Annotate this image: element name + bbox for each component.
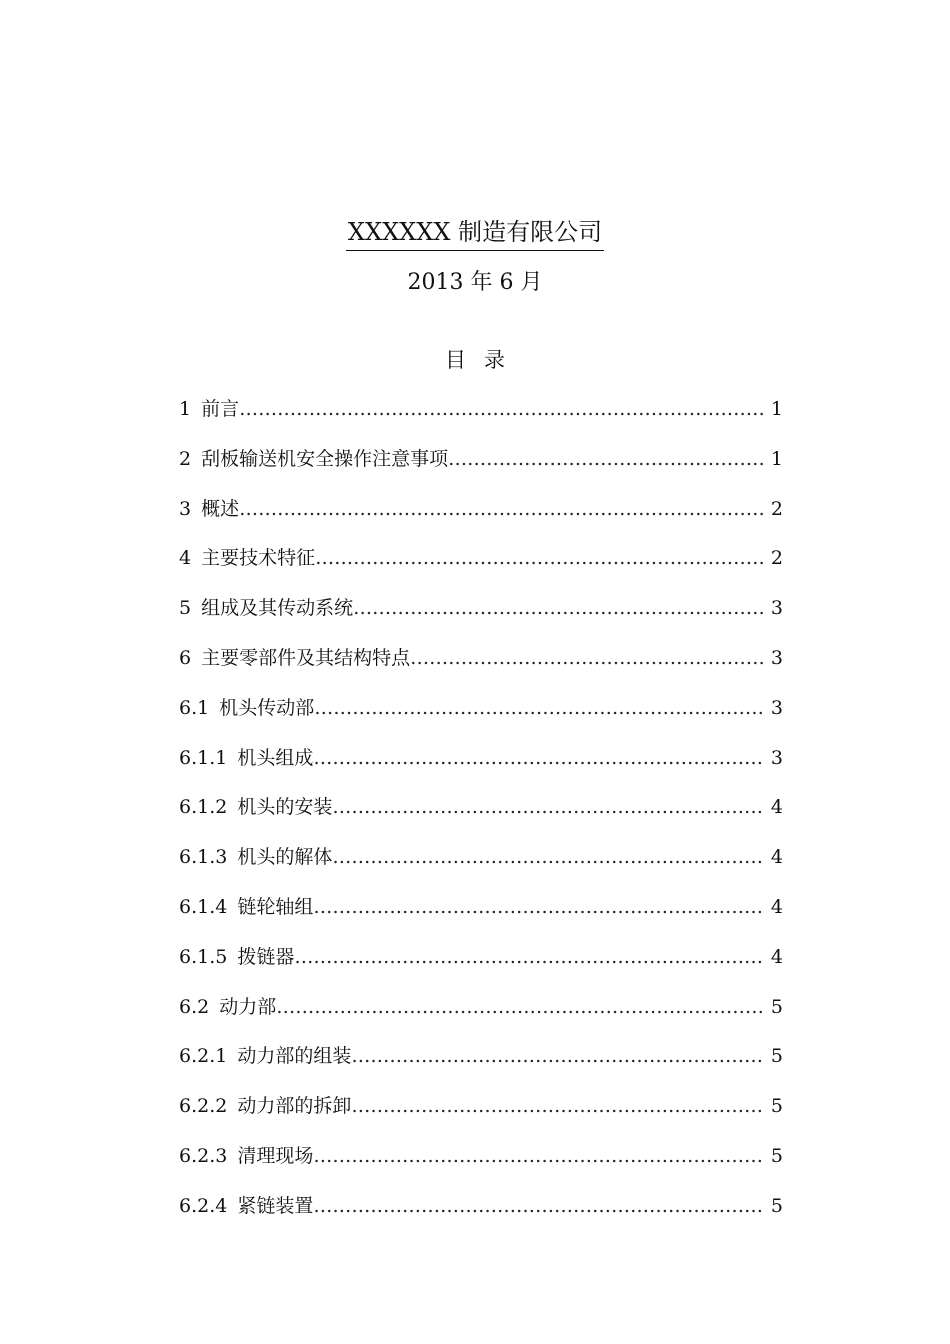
toc-entry-page: 3 (770, 696, 783, 719)
toc-entry-page: 5 (770, 995, 783, 1018)
toc-entry-page: 4 (770, 945, 783, 968)
toc-leader-dots (351, 1041, 763, 1071)
toc-entry-number: 6.1.2 (179, 796, 228, 819)
toc-entry-page: 5 (770, 1045, 783, 1068)
toc-entry-page: 4 (770, 846, 783, 869)
toc-entry[interactable] (179, 494, 783, 544)
toc-entry-page: 4 (770, 796, 783, 819)
toc-entry-label: 机头的解体 (237, 846, 333, 869)
toc-leader-dots (353, 593, 763, 623)
toc-entry-label: 清理现场 (237, 1144, 314, 1167)
toc-entry-number: 6.1.4 (179, 895, 228, 918)
toc-title: 目录 (445, 348, 523, 372)
toc-entry-page: 3 (770, 746, 783, 769)
toc-entry-number: 6.1.3 (179, 846, 228, 869)
toc-entry-number: 6.2.3 (179, 1144, 228, 1167)
toc-entry-label: 机头组成 (237, 746, 314, 769)
toc-entry-page: 5 (770, 1095, 783, 1118)
toc-entry-number: 5 (179, 597, 192, 620)
toc-entry-page: 3 (770, 597, 783, 620)
company-name-text: XXXXXX 制造有限公司 (346, 216, 604, 251)
toc-entry[interactable] (179, 942, 783, 992)
toc-leader-dots (239, 394, 763, 424)
toc-entry-label: 主要技术特征 (201, 547, 316, 570)
toc-leader-dots (351, 1091, 763, 1121)
toc-entry[interactable] (179, 543, 783, 593)
toc-entry-label: 机头传动部 (219, 696, 315, 719)
toc-entry-page: 5 (770, 1194, 783, 1217)
toc-entry-number: 1 (179, 398, 192, 420)
toc-entry[interactable] (179, 593, 783, 643)
toc-entry-label: 前言 (201, 398, 240, 420)
toc-entry[interactable] (179, 792, 783, 842)
toc-entry-number: 4 (179, 547, 192, 570)
toc-leader-dots (239, 494, 763, 524)
toc-leader-dots (313, 743, 763, 773)
toc-entry-page: 4 (770, 895, 783, 918)
toc-entry-label: 拨链器 (237, 945, 295, 968)
toc-entry-page: 5 (770, 1144, 783, 1167)
toc-entry-number: 3 (179, 497, 192, 520)
toc-entry-number: 6.2 (179, 995, 210, 1018)
toc-entry-page: 2 (770, 497, 783, 520)
toc-entry[interactable] (179, 693, 783, 743)
toc-leader-dots (313, 1191, 763, 1221)
toc-entry-label: 链轮轴组 (237, 895, 314, 918)
toc-entry-number: 6.2.4 (179, 1194, 228, 1217)
toc-entry-label: 动力部的组装 (237, 1045, 352, 1068)
toc-entry-page: 2 (770, 547, 783, 570)
toc-leader-dots (332, 842, 763, 872)
toc-leader-dots (294, 942, 763, 972)
toc-entry[interactable] (179, 394, 783, 444)
toc-entry-label: 动力部的拆卸 (237, 1095, 352, 1118)
toc-entry[interactable] (179, 892, 783, 942)
table-of-contents (179, 394, 783, 1241)
toc-entry-number: 6.1 (179, 696, 210, 719)
toc-entry-page: 3 (770, 646, 783, 669)
toc-leader-dots (313, 1141, 763, 1171)
toc-leader-dots (315, 543, 763, 573)
toc-entry-label: 主要零部件及其结构特点 (201, 646, 411, 669)
toc-entry-label: 机头的安装 (237, 796, 333, 819)
toc-leader-dots (276, 992, 763, 1022)
publish-date: 2013 年 6 月 (407, 270, 543, 295)
toc-entry[interactable] (179, 444, 783, 494)
toc-entry-page: 1 (770, 398, 783, 420)
toc-entry-number: 6.2.1 (179, 1045, 228, 1068)
toc-entry[interactable] (179, 842, 783, 892)
toc-entry-number: 6.1.1 (179, 746, 228, 769)
toc-entry[interactable] (179, 1141, 783, 1191)
toc-entry-number: 6 (179, 646, 192, 669)
toc-entry[interactable] (179, 1191, 783, 1241)
toc-entry[interactable] (179, 1041, 783, 1091)
toc-entry-number: 6.2.2 (179, 1095, 228, 1118)
toc-entry-label: 动力部 (219, 995, 277, 1018)
toc-entry[interactable] (179, 743, 783, 793)
toc-leader-dots (410, 643, 763, 673)
toc-entry-number: 6.1.5 (179, 945, 228, 968)
company-name (0, 216, 950, 251)
toc-entry[interactable] (179, 643, 783, 693)
toc-entry-number: 2 (179, 447, 192, 470)
toc-leader-dots (314, 693, 763, 723)
toc-entry-page: 1 (770, 447, 783, 470)
toc-entry-label: 紧链装置 (237, 1194, 314, 1217)
toc-leader-dots (448, 444, 763, 474)
toc-leader-dots (313, 892, 763, 922)
toc-entry[interactable] (179, 992, 783, 1042)
toc-entry[interactable] (179, 1091, 783, 1141)
toc-leader-dots (332, 792, 763, 822)
toc-entry-label: 刮板输送机安全操作注意事项 (201, 447, 449, 470)
toc-entry-label: 概述 (201, 497, 240, 520)
toc-entry-label: 组成及其传动系统 (201, 597, 354, 620)
